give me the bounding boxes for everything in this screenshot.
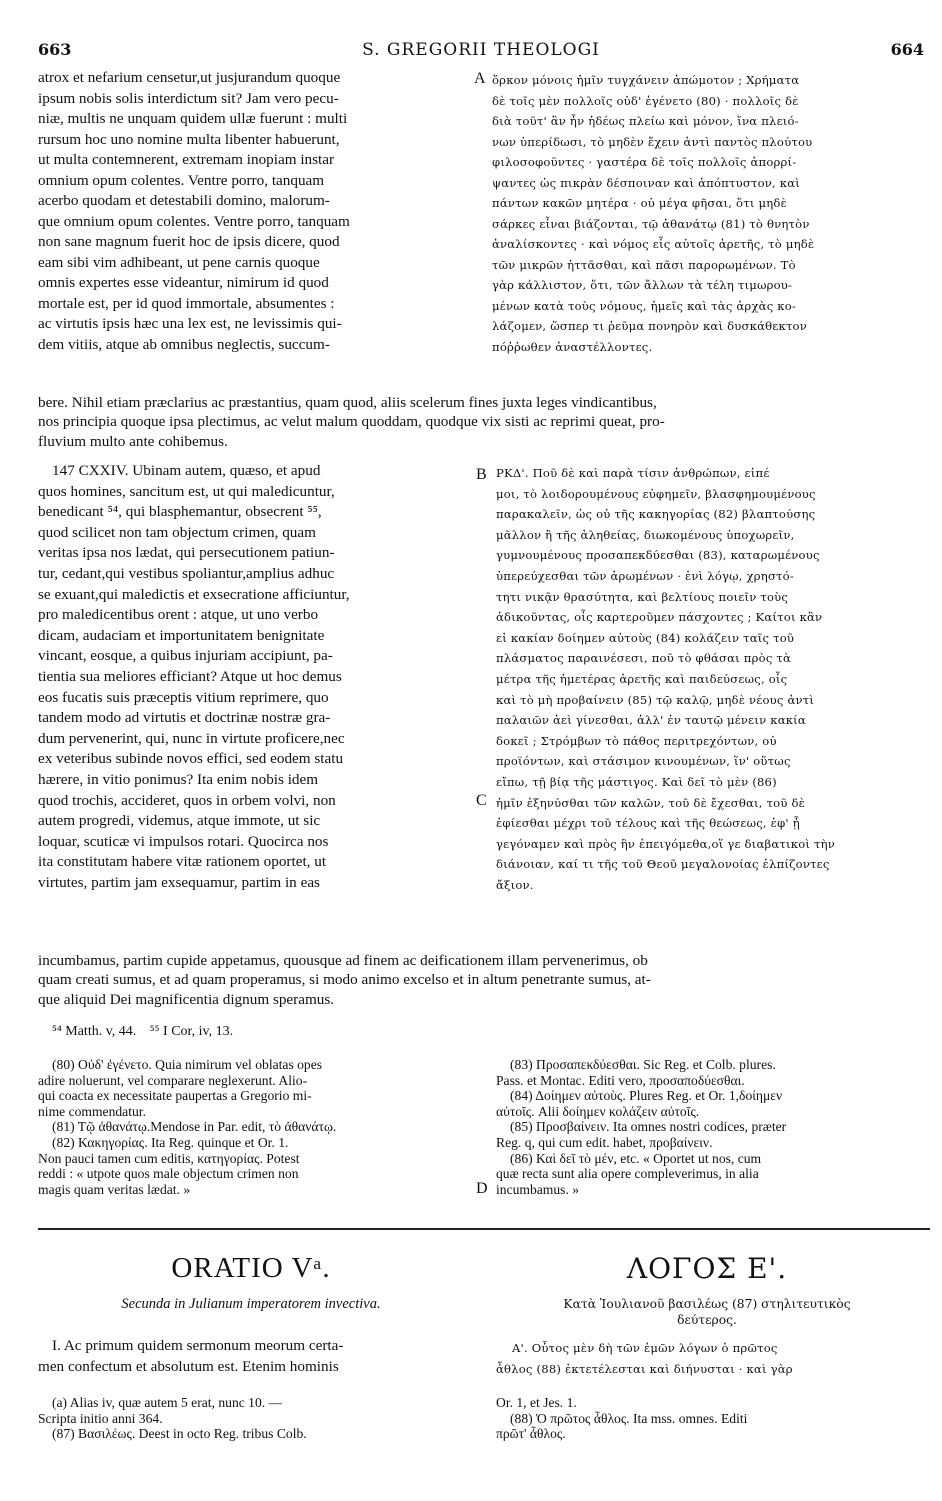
greek-line: καὶ τὸ μὴ προβαίνειν (85) τῷ καλῷ, μηδὲ νέους ἀντὶ <box>496 692 815 707</box>
greek-line: τητι νικᾷν θρασύτητα, καὶ βελτίους ποιεῖν τοὺς <box>496 589 789 604</box>
greek-line: Α'. Οὗτος μὲν δὴ τῶν ἐμῶν λόγων ὁ πρῶτος <box>512 1341 778 1355</box>
note-line: quæ recta sunt alia opere compleverimus, in alia <box>496 1166 759 1182</box>
greek-line: λάζομεν, ὥσπερ τι ῥεῦμα πονηρὸν καὶ δυσκάθεκτον <box>492 319 807 333</box>
page-header <box>38 40 924 62</box>
scripture-note: ⁵⁴ Matth. v, 44. <box>52 1024 137 1039</box>
greek-line: ὑπερεύχεσθαι τῶν ἀρωμένων · ἑνὶ λόγῳ, χρηστό- <box>496 568 794 583</box>
note-line: Or. 1, et Jes. 1. <box>496 1395 577 1410</box>
greek-line: διάνοιαν, καί τι τῆς τοῦ Θεοῦ μεγαλονοίας ἐλπίζοντες <box>496 857 830 872</box>
latin-line: ex veteribus subinde novos effici, sed eodem statu <box>38 750 344 768</box>
latin-line: virtutes, partim jam exsequamur, partim in eas <box>38 873 320 891</box>
full-line: bere. Nihil etiam præclarius ac præstantius, quam quod, aliis scelerum fines juxta leges vindicantibus, <box>38 394 657 411</box>
latin-line: dicam, audaciam et importunitatem benignitate <box>38 626 325 644</box>
greek-line: προϊόντων, καὶ στάσιμον κινουμένων, ἵν' οὕτως <box>496 754 791 769</box>
section2-full-width-text <box>38 951 930 1009</box>
oration-greek-text <box>496 1338 928 1380</box>
latin-line: mortale est, per id quod immortale, absumentes : <box>38 294 335 312</box>
greek-line: δὲ τοῖς μὲν πολλοῖς οὐδ' ἐγένετο (80) · πολλοῖς δὲ <box>492 93 799 108</box>
latin-line: eam sibi vim adhibeant, ut pene carnis quoque <box>38 253 320 271</box>
latin-line: tientia sua meliores efficiant? Atque ut hoc demus <box>38 667 342 685</box>
greek-line: φιλοσοφοῦντες · γαστέρα δὲ τοῖς πολλοῖς ἀπορρί- <box>492 155 797 169</box>
greek-line: μέτρα τῆς ἡμετέρας ἀρετῆς καὶ παιδεύσεως, οἷς <box>496 671 788 686</box>
greek-line: πόῤῥωθεν ἀναστέλλοντες. <box>492 339 653 354</box>
latin-line: se exuant,qui maledictis et exsecratione afficiuntur, <box>38 585 350 603</box>
note-line: αὐτοῖς. Alii δοίημεν κολάζειν αὐτοῖς. <box>496 1103 700 1119</box>
note-line: adire noluerunt, vel comparare neglexerunt. Alio- <box>38 1072 308 1088</box>
latin-line: atrox et nefarium censetur,ut jusjurandum quoque <box>38 69 341 86</box>
latin-line: hærere, in vitio ponimus? Ita enim nobis idem <box>38 770 319 788</box>
note-line: incumbamus. » <box>496 1181 580 1197</box>
latin-line: non sane magnum fuerit hoc de ipsis dicere, quod <box>38 233 340 250</box>
scripture-footnotes <box>52 1024 243 1040</box>
latin-line: quod scilicet non tam objectum crimen, quam <box>38 523 316 541</box>
greek-line: γεγόναμεν καὶ πρὸς ἣν ἐπειγόμεθα,οἵ γε διαβατικοὶ τὴν <box>496 836 836 851</box>
notes-right <box>496 1057 928 1197</box>
latin-line: que omnium opum colentes. Ventre porro, tanquam <box>38 212 350 230</box>
full-line: que aliquid Dei magnificentia dignum speramus. <box>38 990 335 1008</box>
greek-line: τῶν μικρῶν ἡττᾶσθαι, καὶ πᾶσι παρορωμένων. Τὸ <box>492 257 796 272</box>
margin-marker-b: B <box>476 466 487 483</box>
latin-line: I. Ac primum quidem sermonum meorum certa- <box>52 1337 344 1354</box>
note-line: (84) Δοίημεν αὐτοὺς. Plures Reg. et Or. 1,δοίημεν <box>510 1088 783 1104</box>
note-line: (82) Κακηγορίας. Ita Reg. quinque et Or. 1. <box>52 1134 289 1150</box>
full-line: quam creati sumus, et ad quam properamus, si modo animo excelso et in altum penetrante sumus, at- <box>38 971 651 989</box>
full-line: nos principia quoque ipsa plectimus, ac velut malum quoddam, quodque vix sisti ac reprimi queat, pro- <box>38 413 665 431</box>
note-line: (81) Τῷ ἀθανάτῳ.Mendose in Par. edit, τὸ ἀθανάτῳ. <box>52 1119 337 1135</box>
latin-line: men confectum et absolutum est. Etenim hominis <box>38 1358 339 1375</box>
note-line: Non pauci tamen cum editis, κατηγορίας. Potest <box>38 1150 300 1166</box>
latin-line: tandem modo ad virtutis et doctrinæ nostræ gra- <box>38 709 331 727</box>
latin-line: omnium opum colentes. Ventre porro, tanquam <box>38 171 325 189</box>
greek-line: μοι, τὸ λοιδορουμένους εὐφημεῖν, βλασφημουμένους <box>496 486 816 501</box>
full-line: fluvium multo ante cohibemus. <box>38 432 228 450</box>
oration-latin-text <box>38 1335 472 1377</box>
page-number-left: 663 <box>38 40 72 59</box>
latin-line: acerbo quodam et detestabili domino, malorum- <box>38 192 330 209</box>
note-line: qui coacta ex necessitate paupertas a Gregorio mi- <box>38 1088 312 1104</box>
section2-latin-column <box>38 461 472 893</box>
note-line: Scripta initio anni 364. <box>38 1410 163 1426</box>
section1-full-width-text <box>38 393 930 451</box>
greek-line: πάντων κακῶν μητέρα · οὐ μέγα φῆσαι, ὅτι μηδὲ <box>492 196 787 210</box>
margin-marker-a: A <box>474 70 486 87</box>
note-line: Reg. q, qui cum edit. habet, προβαίνειν. <box>496 1134 713 1150</box>
greek-line: γυμνουμένους προσαπεκδύεσθαι (83), καταρωμένους <box>496 548 820 563</box>
note-line: (88) Ὁ πρῶτος ἆθλος. Ita mss. omnes. Editi <box>510 1410 748 1426</box>
note-line: (87) Βασιλέως. Deest in octo Reg. tribus Colb. <box>52 1426 307 1442</box>
oration-notes-left <box>38 1395 470 1442</box>
latin-line: loquar, scuticæ vi impulsos rotari. Quocirca nos <box>38 832 329 850</box>
subtitle-line: Κατὰ Ἰουλιανοῦ βασιλέως (87) στηλιτευτικὸς <box>563 1297 851 1311</box>
oration-title-greek: ΛΟΓΟΣ Ε'. <box>626 1252 788 1285</box>
margin-marker-c: C <box>476 792 487 809</box>
greek-line: ΡΚΔ'. Ποῦ δὲ καὶ παρὰ τίσιν ἀνθρώπων, εἰπέ <box>496 466 770 480</box>
latin-line: veritas ipsa nos lædat, qui persecutionem patiun- <box>38 544 335 562</box>
latin-line: benedicant ⁵⁴, qui blasphemantur, obsecrent ⁵⁵, <box>38 503 322 521</box>
oration-subtitle-latin: Secunda in Julianum imperatorem invectiva. <box>121 1296 381 1312</box>
latin-line: ac virtutis ipsis hæc una lex est, ne levissimis qui- <box>38 315 342 332</box>
note-line: (85) Προσβαίνειν. Ita omnes nostri codices, præter <box>510 1119 787 1135</box>
latin-line: dum pervenerint, qui, nunc in virtute proficere,nec <box>38 729 345 747</box>
greek-line: ἡμῖν ἐξηνύσθαι τῶν καλῶν, τοῦ δὲ ἔχεσθαι, τοῦ δὲ <box>496 795 806 810</box>
note-line: (86) Καὶ δεῖ τὸ μέν, etc. « Oportet ut nos, cum <box>510 1150 762 1166</box>
greek-line: ἀδικοῦντας, οἷς καρτεροῦμεν πάσχοντες ; Καίτοι κἂν <box>496 610 823 625</box>
latin-line: quos homines, sancitum est, ut qui maledicuntur, <box>38 482 335 500</box>
latin-line: omnis expertes esse videantur, nimirum id quod <box>38 274 329 291</box>
latin-line: niæ, multis ne unquam quidem ullæ fuerunt : multi <box>38 110 348 127</box>
greek-line: ψαντες ὡς πικρὰν δέσποιναν καὶ ἀπόπτυστον, καὶ <box>492 175 801 190</box>
greek-line: ἆθλος (88) ἐκτετέλεσται καὶ διήνυσται · καὶ γὰρ <box>496 1362 793 1376</box>
greek-line: εἴπω, τῇ βίᾳ τῆς μάστιγος. Καὶ δεῖ τὸ μὲν (86) <box>496 774 777 789</box>
greek-line: μᾶλλον ἢ τῆς ἀληθείας, διωκομένους ὑποχωρεῖν, <box>496 527 795 542</box>
greek-line: νων ὑπερίδωσι, τὸ μηδὲν ἔχειν ἀντὶ παντὸς πλούτου <box>492 134 813 149</box>
latin-line: pro maledicentibus orent : atque, ut uno verbo <box>38 606 319 624</box>
latin-line: vincant, eosque, a quibus injuriam accipiunt, pa- <box>38 647 333 665</box>
latin-line: tur, cedant,qui vestibus spoliantur,amplius adhuc <box>38 564 335 582</box>
note-line: reddi : « utpote quos male objectum crimen non <box>38 1166 299 1182</box>
note-line: (a) Alias iv, quæ autem 5 erat, nunc 10. — <box>52 1395 283 1410</box>
latin-line: quod trochis, accideret, quos in orbem volvi, non <box>38 791 336 809</box>
latin-line: ut multa contemnerent, extremam inopiam instar <box>38 151 335 168</box>
margin-marker-d: D <box>476 1180 488 1197</box>
full-line: incumbamus, partim cupide appetamus, quousque ad finem ac deificationem illam pervenerimus, ob <box>38 952 648 969</box>
greek-line: ἄξιον. <box>496 877 534 892</box>
oration-title-latin: ORATIO Vᵃ. <box>171 1252 331 1284</box>
latin-line: eos fucatis suis præceptis vitium reprimere, quo <box>38 688 329 706</box>
latin-line: ipsum nobis solis interdictum sit? Jam vero pecu- <box>38 89 339 107</box>
greek-line: σάρκες εἶναι βιάζονται, τῷ ἀθανάτῳ (81) τὸ θνητὸν <box>492 216 810 231</box>
oration-subtitle-greek <box>486 1296 928 1328</box>
section-divider <box>38 1228 930 1230</box>
greek-line: πλάσματος παραινέσεσι, ποῦ τὸ φθάσαι πρὸς τὰ <box>496 651 792 666</box>
note-line: nime commendatur. <box>38 1103 146 1119</box>
note-line: (80) Οὐδ' ἐγένετο. Quia nimirum vel oblatas opes <box>52 1057 323 1072</box>
greek-line: παρακαλεῖν, ὡς οὐ τῆς κακηγορίας (82) βλαπτούσης <box>496 507 816 522</box>
note-line: Pass. et Montac. Editi vero, προσαποδύεσθαι. <box>496 1072 745 1088</box>
latin-line: rursum hoc uno nomine multa libenter habuerunt, <box>38 130 340 148</box>
latin-line: ita constitutam habere vitæ rationem oportet, ut <box>38 853 327 871</box>
latin-line: autem progredi, videmus, atque immote, ut sic <box>38 812 321 830</box>
greek-line: μένων κατὰ τοὺς νόμους, ἡμεῖς καὶ τὰς ἀρχὰς κο- <box>492 298 797 313</box>
notes-left <box>38 1057 470 1197</box>
greek-line: διὰ τοῦτ' ἂν ἦν ἡδέως πλείω καὶ μόνον, ἵνα πλειό- <box>492 114 799 128</box>
oration-notes-right <box>496 1395 928 1442</box>
running-title: S. GREGORII THEOLOGI <box>362 40 600 60</box>
scripture-note: ⁵⁵ I Cor, iv, 13. <box>149 1024 234 1039</box>
greek-line: γὰρ κάλλιστον, ὅτι, τῶν ἄλλων τὰ τέλη τιμωρου- <box>492 278 793 292</box>
greek-line: ἐφίεσθαι μέχρι τοῦ τέλους καὶ τῆς θεώσεως, ἐφ' ᾗ <box>496 816 800 831</box>
section1-latin-column <box>38 68 472 355</box>
section2-greek-column <box>496 463 928 895</box>
section1-greek-column <box>492 70 928 357</box>
note-line: (83) Προσαπεκδύεσθαι. Sic Reg. et Colb. plures. <box>510 1057 776 1072</box>
greek-line: δοκεῖ ; Στρόμβων τὸ πάθος περιτρεχόντων, οὐ <box>496 733 777 748</box>
greek-line: ἀναλίσκοντες · καὶ νόμος εἷς αὐτοῖς ἀρετῆς, τὸ μηδὲ <box>492 237 815 251</box>
latin-line: dem vitiis, atque ab omnibus neglectis, succum- <box>38 335 330 353</box>
latin-line: 147 CXXIV. Ubinam autem, quæso, et apud <box>52 462 321 479</box>
page-number-right: 664 <box>890 40 924 59</box>
greek-line: εἰ κακίαν δοίημεν αὐτοὺς (84) κολάζειν ταῖς τοῦ <box>496 630 795 645</box>
note-line: magis quam veritas lædat. » <box>38 1181 191 1197</box>
greek-line: παλαιῶν ἀεὶ γίνεσθαι, ἀλλ' ἐν ταυτῷ μένειν κακία <box>496 713 806 728</box>
note-line: πρῶτ' ἆθλος. <box>496 1426 566 1442</box>
greek-line: ὅρκον μόνοις ἡμῖν τυγχάνειν ἀπώμοτον ; Χρήματα <box>492 73 800 87</box>
subtitle-line: δεύτερος. <box>677 1313 737 1327</box>
